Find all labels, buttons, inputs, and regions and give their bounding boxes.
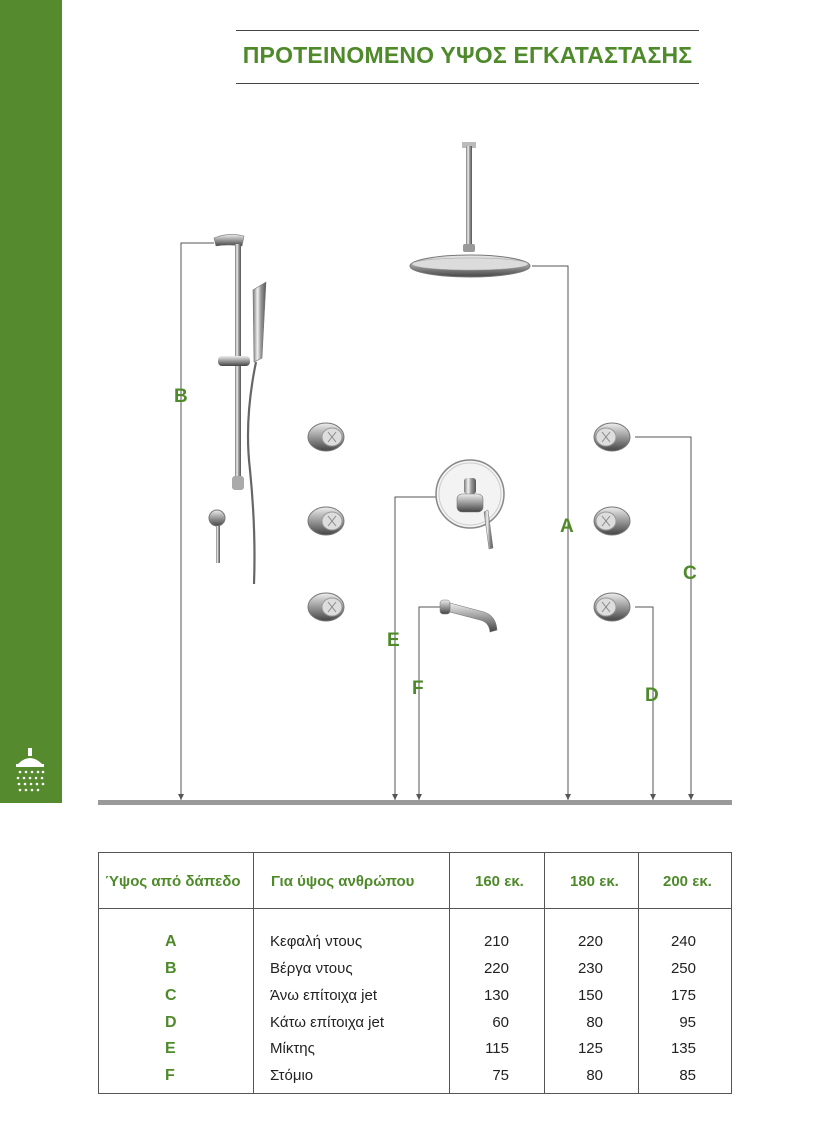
row-label: Μίκτης <box>270 1040 315 1057</box>
row-value-180: 80 <box>586 1067 603 1084</box>
row-value-200: 175 <box>670 987 696 1004</box>
table-row <box>99 987 731 1013</box>
mixer <box>436 460 504 549</box>
table-row <box>99 1040 731 1066</box>
row-label: Κεφαλή ντους <box>270 933 363 950</box>
row-letter: C <box>165 987 177 1004</box>
row-label: Άνω επίτοιχα jet <box>270 987 378 1004</box>
row-value-160: 115 <box>485 1040 509 1057</box>
table-row <box>99 1014 731 1040</box>
header-160: 160 εκ. <box>475 873 524 890</box>
row-value-200: 135 <box>670 1040 696 1057</box>
row-value-180: 150 <box>577 987 603 1004</box>
table-row <box>99 960 731 986</box>
row-value-200: 250 <box>670 960 696 977</box>
row-label: Στόμιο <box>270 1067 314 1084</box>
dimension-arrows <box>178 794 694 800</box>
slide-bar <box>209 234 266 584</box>
row-letter: B <box>165 960 177 977</box>
height-table <box>98 852 732 1094</box>
marker-a: A <box>560 516 574 537</box>
row-value-200: 240 <box>670 933 696 950</box>
row-value-160: 220 <box>483 960 509 977</box>
marker-f: F <box>412 678 424 699</box>
row-label: Κάτω επίτοιχα jet <box>270 1014 384 1031</box>
row-value-180: 125 <box>577 1040 603 1057</box>
marker-d: D <box>645 685 659 706</box>
table-row <box>99 1067 731 1093</box>
marker-e: E <box>387 630 400 651</box>
row-letter: F <box>165 1067 175 1084</box>
shower-head <box>410 142 530 277</box>
row-value-180: 220 <box>577 933 603 950</box>
row-value-180: 230 <box>577 960 603 977</box>
row-value-160: 210 <box>483 933 509 950</box>
marker-b: B <box>174 386 188 407</box>
row-label: Βέργα ντους <box>270 960 353 977</box>
marker-c: C <box>683 563 697 584</box>
row-value-180: 80 <box>586 1014 603 1031</box>
header-180: 180 εκ. <box>570 873 619 890</box>
row-letter: D <box>165 1014 177 1031</box>
page-title: ΠΡΟΤΕΙΝΟΜΕΝΟ ΥΨΟΣ ΕΓΚΑΤΑΣΤΑΣΗΣ <box>242 42 693 68</box>
header-person-height: Για ύψος ανθρώπου <box>271 873 415 890</box>
spout <box>440 600 497 632</box>
row-value-200: 95 <box>679 1014 696 1031</box>
row-value-160: 130 <box>483 987 509 1004</box>
row-value-160: 75 <box>492 1067 509 1084</box>
floor-line <box>98 800 732 805</box>
row-letter: E <box>165 1040 176 1057</box>
row-value-200: 85 <box>679 1067 696 1084</box>
row-letter: A <box>165 933 177 950</box>
header-200: 200 εκ. <box>663 873 712 890</box>
row-value-160: 60 <box>492 1014 509 1031</box>
header-floor-height: Ύψος από δάπεδο <box>105 873 241 890</box>
table-row <box>99 933 731 959</box>
